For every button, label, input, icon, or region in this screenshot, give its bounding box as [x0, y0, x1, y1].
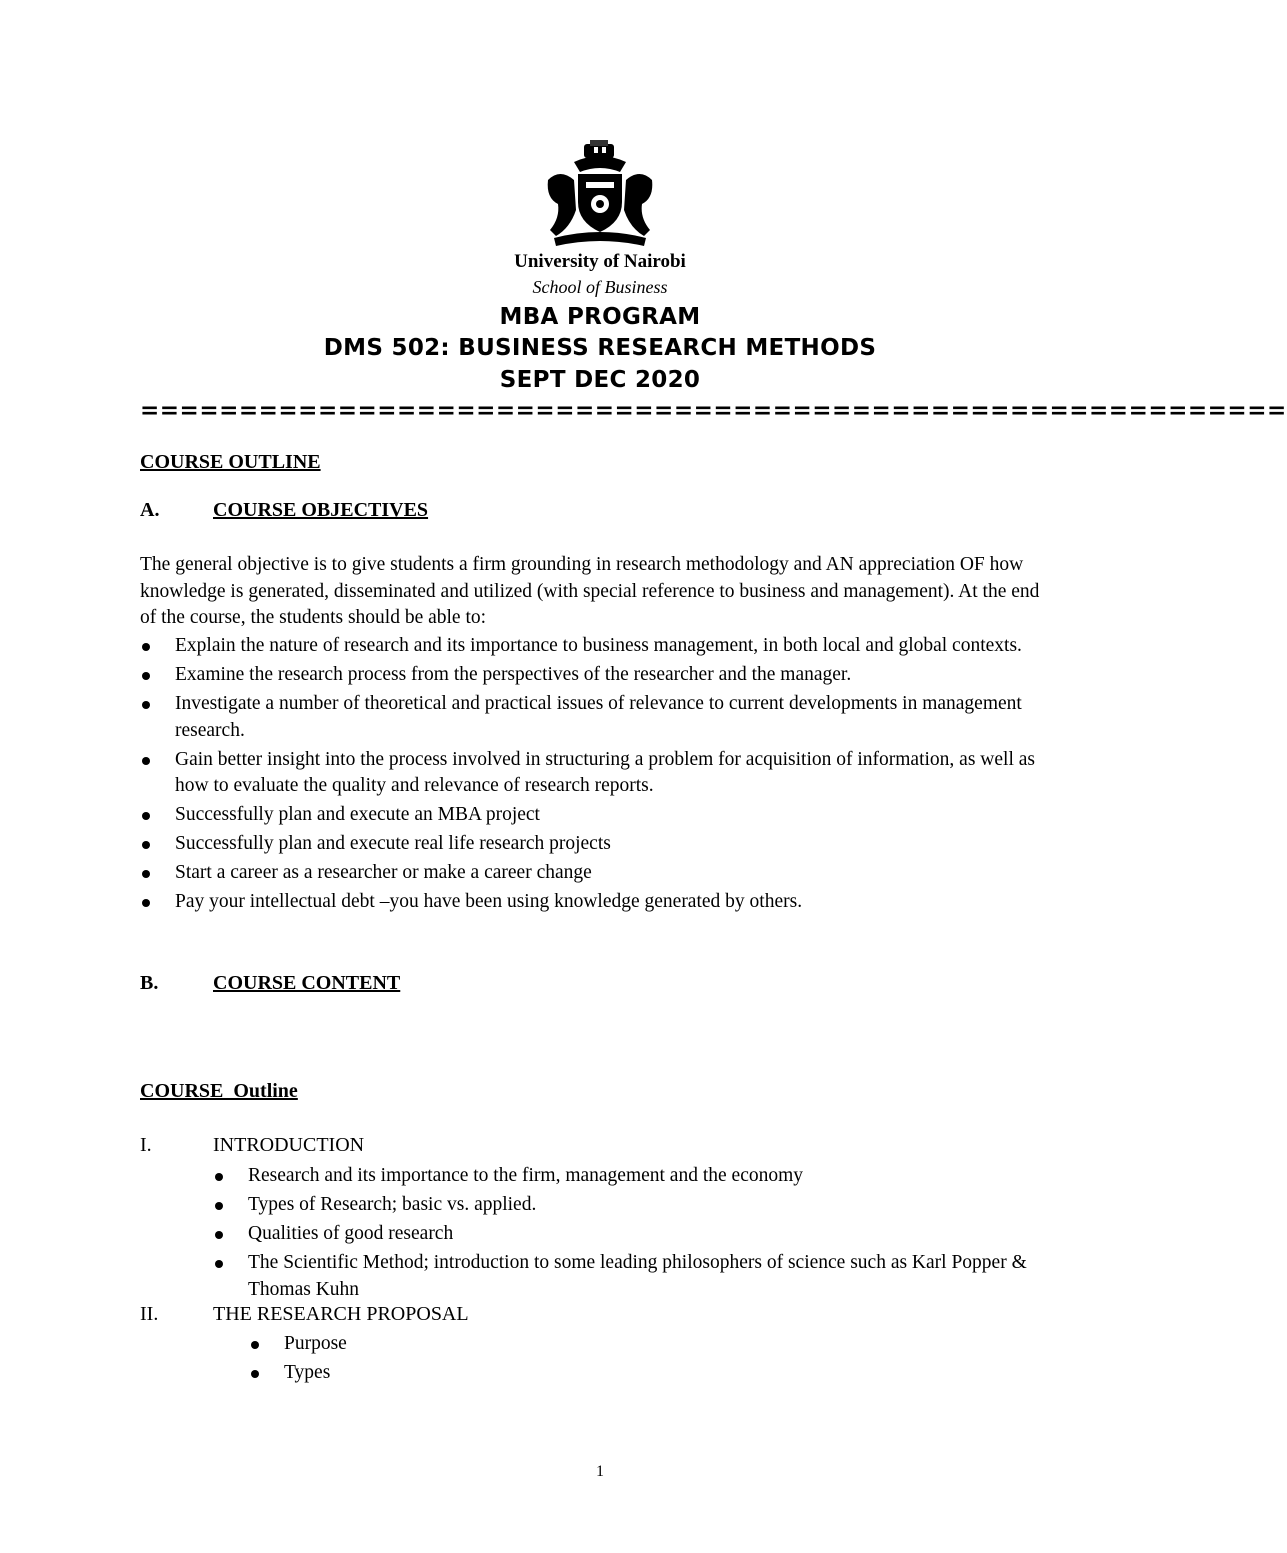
- bullet-icon: [142, 812, 150, 820]
- bullet-icon: [215, 1260, 223, 1268]
- objectives-intro-text: The general objective is to give students a firm grounding in research methodology and AN appreciation OF how knowledge is generated, disseminated and utilized (with special reference to business and management). At the end of the course, the students should be able to:: [140, 554, 1040, 628]
- topic-text: Types of Research; basic vs. applied.: [248, 1194, 537, 1215]
- section-numeral: I.: [140, 1134, 152, 1156]
- school-name: School of Business: [532, 277, 668, 297]
- bullet-icon: [215, 1231, 223, 1239]
- bullet-icon: [142, 899, 150, 907]
- list-item: [140, 802, 1060, 829]
- proposal-topics-list: [249, 1331, 1060, 1389]
- course-outline-subheading: COURSE Outline: [140, 1080, 298, 1102]
- objectives-list: [140, 633, 1060, 918]
- topic-text: Research and its importance to the firm, management and the economy: [248, 1165, 804, 1186]
- objective-text: Start a career as a researcher or make a career change: [175, 862, 592, 883]
- bullet-icon: [215, 1173, 223, 1181]
- objective-text: Pay your intellectual debt –you have been using knowledge generated by others.: [175, 891, 803, 912]
- objective-text: Gain better insight into the process involved in structuring a problem for acquisition of information, as well as how to evaluate the quality and relevance of research reports.: [175, 748, 1035, 796]
- list-item: [140, 747, 1060, 800]
- section-title: INTRODUCTION: [213, 1134, 365, 1156]
- list-item: [213, 1221, 1060, 1248]
- university-crest-logo: [540, 140, 660, 252]
- introduction-topics-list: [213, 1163, 1060, 1306]
- topic-text: The Scientific Method; introduction to some leading philosophers of science such as Karl Popper & Thomas Kuhn: [248, 1252, 1027, 1300]
- objective-text: Investigate a number of theoretical and practical issues of relevance to current developments in management research.: [175, 693, 1022, 741]
- list-item: [140, 831, 1060, 858]
- bullet-icon: [251, 1341, 259, 1349]
- separator-line: ==========================================================: [140, 398, 1287, 424]
- list-item: [140, 860, 1060, 887]
- section-b-letter: B.: [140, 972, 159, 994]
- bullet-icon: [142, 672, 150, 680]
- page-number: 1: [596, 1463, 604, 1480]
- section-title: THE RESEARCH PROPOSAL: [213, 1303, 469, 1325]
- bullet-icon: [142, 757, 150, 765]
- list-item: [213, 1163, 1060, 1190]
- topic-text: Qualities of good research: [248, 1223, 454, 1244]
- bullet-icon: [215, 1202, 223, 1210]
- bullet-icon: [142, 841, 150, 849]
- objective-text: Successfully plan and execute an MBA project: [175, 804, 540, 825]
- term-title: SEPT DEC 2020: [499, 367, 701, 393]
- list-item: [140, 889, 1060, 916]
- bullet-icon: [142, 643, 150, 651]
- section-numeral: II.: [140, 1303, 159, 1325]
- list-item: [140, 633, 1060, 660]
- list-item: [249, 1360, 1060, 1387]
- program-title: MBA PROGRAM: [499, 304, 701, 330]
- list-item: [140, 662, 1060, 689]
- bullet-icon: [142, 870, 150, 878]
- bullet-icon: [142, 701, 150, 709]
- objective-text: Successfully plan and execute real life research projects: [175, 833, 611, 854]
- list-item: [249, 1331, 1060, 1358]
- section-b-title: COURSE CONTENT: [213, 972, 401, 994]
- section-a-title: COURSE OBJECTIVES: [213, 499, 429, 521]
- course-title: DMS 502: BUSINESS RESEARCH METHODS: [323, 335, 877, 361]
- list-item: [213, 1192, 1060, 1219]
- topic-text: Purpose: [284, 1333, 347, 1354]
- section-a-letter: A.: [140, 499, 160, 521]
- objective-text: Explain the nature of research and its importance to business management, in both local and global contexts.: [175, 635, 1022, 656]
- university-name: University of Nairobi: [514, 251, 686, 272]
- topic-text: Types: [284, 1362, 331, 1383]
- course-outline-heading: COURSE OUTLINE: [140, 451, 321, 473]
- list-item: [213, 1250, 1060, 1303]
- objective-text: Examine the research process from the perspectives of the researcher and the manager.: [175, 664, 852, 685]
- bullet-icon: [251, 1370, 259, 1378]
- list-item: [140, 691, 1060, 744]
- objectives-intro: [140, 552, 1060, 632]
